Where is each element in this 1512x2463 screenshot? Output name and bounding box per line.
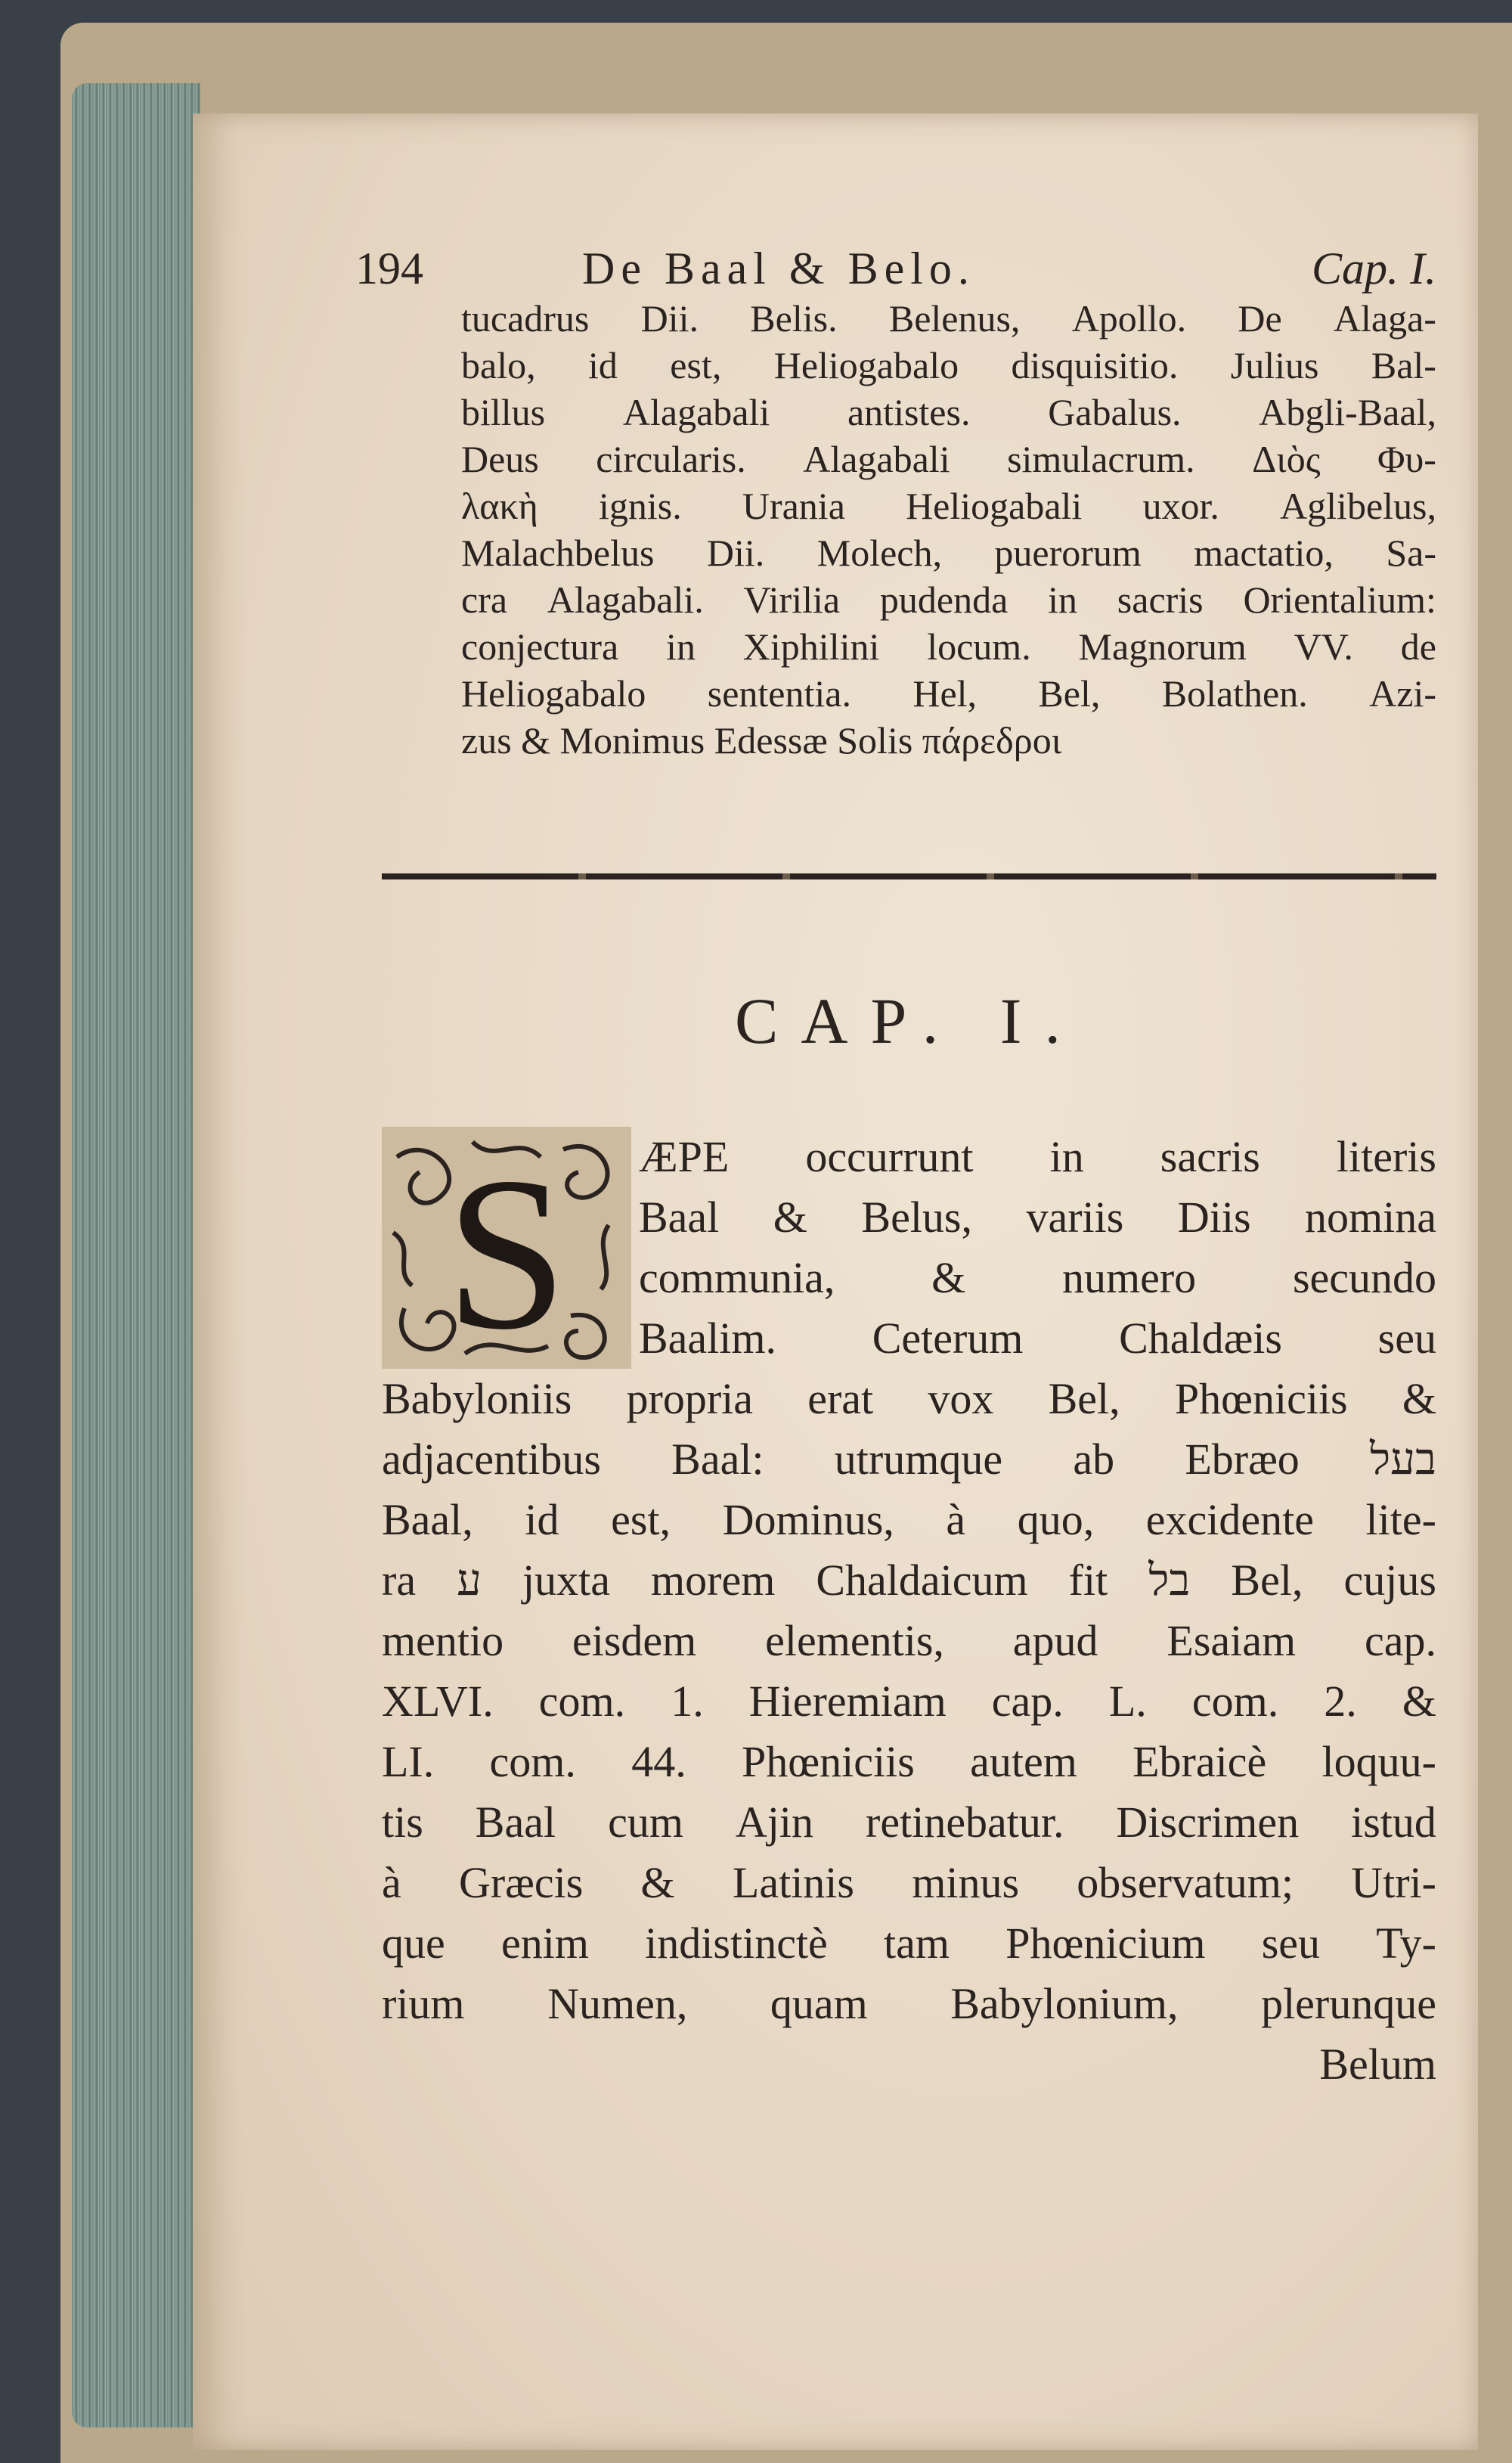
book-page (193, 113, 1478, 2450)
summary-line: conjectura in Xiphilini locum. Magnorum VV. de (461, 625, 1436, 668)
chapter-summary (461, 295, 1436, 764)
body-line: que enim indistinctè tam Phœnicium seu Ty- (382, 1919, 1436, 1968)
page-edges (72, 83, 200, 2427)
body-line: rium Numen, quam Babylonium, plerunque (382, 1979, 1436, 2028)
body-line: Baal, id est, Dominus, à quo, excidente lite- (382, 1495, 1436, 1544)
body-line: Baal & Belus, variis Diis nomina (639, 1193, 1436, 1242)
summary-line: billus Alagabali antistes. Gabalus. Abgli-Baal, (461, 391, 1436, 433)
summary-line: tucadrus Dii. Belis. Belenus, Apollo. De Alaga- (461, 297, 1436, 340)
body-line: Babyloniis propria erat vox Bel, Phœniciis & (382, 1374, 1436, 1423)
running-head (355, 234, 1436, 302)
body-line: ÆPE occurrunt in sacris literis (639, 1132, 1436, 1181)
body-line: à Græcis & Latinis minus observatum; Utri- (382, 1858, 1436, 1907)
body-line: Belum (1319, 2040, 1436, 2089)
body-line: communia, & numero secundo (639, 1253, 1436, 1302)
body-line: LI. com. 44. Phœniciis autem Ebraicè loquu- (382, 1737, 1436, 1786)
running-chapter: Cap. I. (1312, 244, 1436, 293)
initial-letter: S (445, 1132, 568, 1369)
section-rule (382, 873, 1436, 879)
summary-line: cra Alagabali. Virilia pudenda in sacris Orientalium: (461, 579, 1436, 621)
chapter-heading: CAP. I. (735, 985, 1083, 1057)
body-line: XLVI. com. 1. Hieremiam cap. L. com. 2. & (382, 1677, 1436, 1726)
summary-line: balo, id est, Heliogabalo disquisitio. Julius Bal- (461, 344, 1436, 386)
summary-line: zus & Monimus Edessæ Solis πάρεδροι (461, 719, 1062, 762)
page-number: 194 (355, 244, 423, 293)
body-line: tis Baal cum Ajin retinebatur. Discrimen istud (382, 1798, 1436, 1847)
body-line: mentio eisdem elementis, apud Esaiam cap. (382, 1616, 1436, 1665)
body-line: adjacentibus Baal: utrumque ab Ebræo בעל (382, 1435, 1436, 1484)
summary-line: λακὴ ignis. Urania Heliogabali uxor. Aglibelus, (461, 485, 1436, 527)
summary-line: Deus circularis. Alagabali simulacrum. Διὸς Φυ- (461, 438, 1436, 480)
body-line: Baalim. Ceterum Chaldæis seu (639, 1314, 1436, 1363)
running-title: De Baal & Belo. (582, 244, 975, 293)
chapter-body (382, 1127, 1436, 2095)
summary-line: Malachbelus Dii. Molech, puerorum mactatio, Sa- (461, 532, 1436, 574)
summary-line: Heliogabalo sententia. Hel, Bel, Bolathen. Azi- (461, 672, 1436, 715)
body-line: ra ע juxta morem Chaldaicum fit בל Bel, cujus (382, 1556, 1436, 1605)
